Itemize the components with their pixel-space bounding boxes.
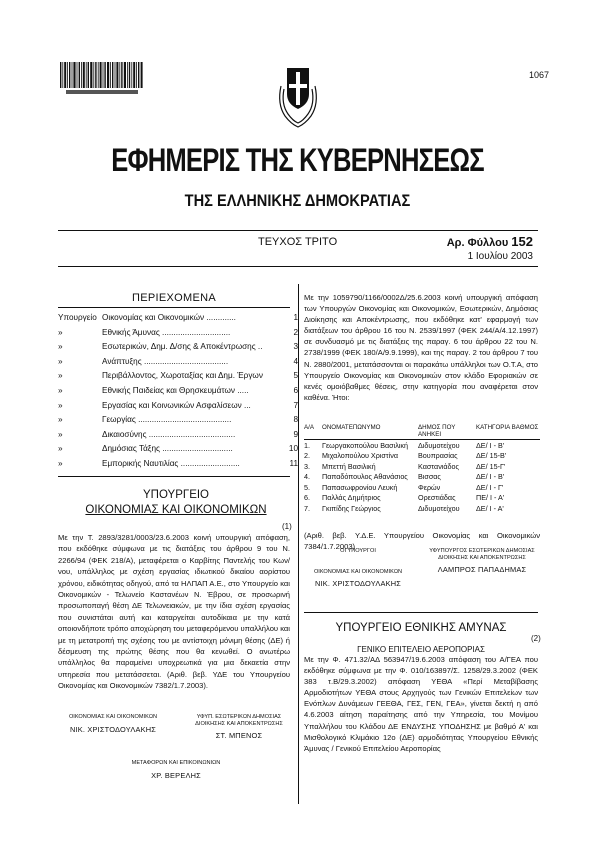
toc-entry: Περιβάλλοντος, Χωροταξίας και Δημ. Έργων: [102, 371, 263, 381]
decision-marker: (1): [282, 522, 292, 531]
table-cell: ΔΕ/ Ι - Α': [476, 503, 504, 513]
ministry-heading-defence: ΥΠΟΥΡΓΕΙΟ ΕΘΝΙΚΗΣ ΑΜΥΝΑΣ: [335, 622, 507, 634]
signature-block: [58, 714, 294, 740]
divider: [58, 476, 290, 477]
toc-label: »: [58, 342, 63, 352]
toc-row: [58, 386, 298, 401]
decision-text: Με την Φ. 471.32/ΑΔ 563947/19.6.2003 απόφαση του Α/ΓΕΑ που εκδόθηκε σύμφωνα με την Φ. 010/163897/Σ. 1258/29.3.2002 (ΦΕΚ 383 τ.Β/29.3.2002) απόφαση ΥΕΘΑ «Περί Μεταβίβασης Αρμοδιοτήτων ΥΕΘΑ στους Αρχηγούς των Γενικών Επιτελείων των Ενόπλων Δυνάμεων ΓΕΕΘΑ, ΓΕΣ, ΓΕΝ, ΓΕΑ», γίνεται δεκτή η από 4.6.2003 αίτηση παραίτησης από την Υπηρεσία, του Μονίμου Υπαλλήλου του Κλάδου ΔΕ ΕΝΔΥΣΗΣ ΥΠΟΔΗΣΗΣ με βαθμό Α' και Μισθολογικό Κλιμάκιο 12ο (ΔΕ) αρμοδιότητας Υπουργείου Εθνικής Άμυνας / Γενικού Επιτελείου Αεροπορίας: [304, 655, 538, 753]
table-row: [304, 493, 540, 504]
signature-role: ΟΙΚΟΝΟΜΙΑΣ ΚΑΙ ΟΙΚΟΝΟΜΙΚΩΝ: [313, 568, 403, 575]
table-cell: Καστανιάδος: [418, 461, 459, 471]
column-header: ΚΑΤΗΓΟΡΙΑ ΒΑΘΜΟΣ: [476, 423, 540, 440]
toc-page: 5: [293, 371, 298, 381]
toc-entry: Οικονομίας και Οικονομικών .............: [102, 313, 236, 322]
toc-label: »: [58, 458, 63, 468]
signature: [58, 760, 294, 780]
ministry-heading-line1: ΥΠΟΥΡΓΕΙΟ: [142, 489, 210, 501]
table-cell: ΔΕ/ Ι - Β': [476, 472, 505, 482]
toc-label: »: [58, 327, 63, 337]
table-row: [304, 503, 540, 514]
table-cell: Ορεστιάδας: [418, 493, 456, 503]
toc-page: 10: [288, 444, 298, 454]
issue-label: ΤΕΥΧΟΣ ΤΡΙΤΟ: [258, 236, 338, 248]
signature-role: ΜΕΤΑΦΟΡΩΝ ΚΑΙ ΕΠΙΚΟΙΝΩΝΙΩΝ: [131, 760, 221, 766]
signatures-heading: ΟΙ ΥΠΟΥΡΓΟΙ: [340, 548, 376, 554]
toc-label: »: [58, 429, 63, 439]
table-cell: Διδυμοτείχου: [418, 503, 460, 513]
table-cell: 7.: [304, 503, 310, 513]
signature-name: ΧΡ. ΒΕΡΕΛΗΣ: [151, 770, 201, 780]
table-cell: Παπαδόπουλος Αθανάσιος: [322, 472, 408, 482]
divider: [58, 307, 290, 308]
signature: [58, 714, 168, 740]
page-subtitle: ΤΗΣ ΕΛΛΗΝΙΚΗΣ ΔΗΜΟΚΡΑΤΙΑΣ: [184, 191, 411, 210]
issue-date: 1 Ιουλίου 2003: [467, 251, 533, 262]
toc-entry: Εμπορικής Ναυτιλίας ..........................: [102, 458, 240, 468]
column-header: Α/Α: [304, 423, 322, 440]
toc-page: 9: [293, 429, 298, 439]
column-header: ΔΗΜΟΣ ΠΟΥ ΑΝΗΚΕΙ: [418, 423, 476, 440]
toc-label: »: [58, 415, 63, 425]
divider: [58, 266, 538, 267]
signature-name: ΝΙΚ. ΧΡΙΣΤΟΔΟΥΛΑΚΗΣ: [314, 579, 402, 588]
signature: [184, 714, 294, 740]
sheet-number: [447, 234, 533, 249]
table-cell: 6.: [304, 493, 310, 503]
toc-entry: Εσωτερικών, Δημ. Δ/σης & Αποκέντρωσης ..: [102, 342, 263, 352]
greek-coat-of-arms-icon: [275, 64, 321, 130]
sheet-label: Αρ. Φύλλου: [446, 237, 509, 249]
sheet-number-value: 152: [511, 234, 533, 249]
decision-text: Με την 1059790/1166/0002Δ/25.6.2003 κοινή υπουργική απόφαση των Υπουργών Οικονομίας και Οικονομικών, Εσωτερικών, Δημόσιας Διοίκησης και Αποκέντρωσης, που εκδόθηκε κατ' εφαρμογή των διατάξεων του άρθρου 16 του Ν. 2539/1997 (ΦΕΚ 244/Α/4.12.1997) σε συνδυασμό με τις διατάξεις της παραγ. 6 του άρθρου 22 του Ν. 2738/1999 (ΦΕΚ 180/Α/9.9.1999), και της παραγ. 2 του άρθρου 7 του Ν. 2880/2001, μετατάσσονται οι παρακάτω υπάλληλοι των Ο.Τ.Α, στο Υπουργείο Οικονομίας και Οικονομικών στον κλάδο Εφοριακών σε κενές ομοιόβαθμες θέσεις, στην κατηγορία που αναφέρεται στον καθένα. Ήτοι:: [304, 293, 538, 402]
employee-table: [304, 423, 540, 514]
decision-marker: (2): [531, 634, 541, 643]
verification-note: (Αριθ. βεβ. Υ.Δ.Ε. Υπουργείου Οικονομίας και Οικονομικών 7384/1.7.2003): [304, 531, 540, 551]
toc-row: [58, 444, 298, 459]
table-cell: Παλλάς Δημήτριος: [322, 493, 381, 503]
signature-role: ΥΦΥΠ. ΕΣΩΤΕΡΙΚΩΝ ΔΗΜΟΣΙΑΣ ΔΙΟΙΚΗΣΗΣ ΚΑΙ ΑΠΟΚΕΝΤΡΩΣΗΣ: [195, 714, 283, 727]
toc-row: [58, 371, 298, 386]
divider: [58, 230, 538, 231]
toc-page: 1: [293, 313, 298, 322]
table-cell: 1.: [304, 440, 310, 450]
ministry-heading-finance: [58, 488, 294, 518]
table-cell: Παπασωφρονίου Λευκή: [322, 482, 398, 492]
toc-row: [58, 313, 298, 328]
column-divider: [298, 284, 299, 804]
toc-page: 2: [293, 327, 298, 337]
table-cell: Βουπρασίας: [418, 451, 458, 461]
table-cell: Βισσας: [418, 472, 441, 482]
toc-label: »: [58, 444, 63, 454]
table-cell: Γεωργακοπούλου Βασιλική: [322, 440, 408, 450]
toc-row: [58, 357, 298, 372]
toc-title: ΠΕΡΙΕΧΟΜΕΝΑ: [132, 292, 216, 304]
decision-text: Με την Τ. 2893/3281/0003/23.6.2003 κοινή υπουργική απόφαση, που εκδόθηκε σύμφωνα με τις διατάξεις του άρθρου 9 του Ν. 2266/94 (ΦΕΚ 218/Α), μεταφέρεται ο Καρβίτης Παντελής του Κων/νου, υπάλληλος με σχέση εργασίας ιδιωτικού δικαίου αορίστου χρόνου, ειδικότητας οδηγού, από τα ΗΛΠΑΠ Α.Ε., στο Υπουργείο και Οικονομικών - Τελωνείο Καστανέων Ν. Έβρου, σε προσωρινή προσωποπαγή θέση ΔΕ Τελωνειακών, με την ίδια σχέση εργασίας που συνιστάται αυτή και καταργείται αυτοδίκαια με την κατά οποιονδήποτε τρόπο αποχώρηση του μεταφερόμενου υπαλλήλου και με τη μετατροπή της σχέσης του με αντίστοιχη μόνιμη θέσης (ΔΕ) ή δέσμευση της πρώτης θέσης που θα κενωθεί. Ο ανωτέρω υπάλληλος θα παραμείνει υποχρεωτικά για μια δεκαετία στην υπηρεσία που μετατάσσεται. (Αριθ. βεβ. ΥΔΕ του Υπουργείου Οικονομίας και Οικονομικών 7382/1.7.2003).: [58, 533, 290, 691]
table-row: [304, 472, 540, 483]
table-row: [304, 482, 540, 493]
staff-heading: ΓΕΝΙΚΟ ΕΠΙΤΕΛΕΙΟ ΑΕΡΟΠΟΡΙΑΣ: [357, 645, 485, 654]
signature-name: ΛΑΜΠΡΟΣ ΠΑΠΑΔΗΜΑΣ: [437, 565, 527, 574]
table-cell: Διδυμοτείχου: [418, 440, 460, 450]
toc-label: Υπουργείο: [58, 313, 97, 322]
table-cell: 3.: [304, 461, 310, 471]
table-cell: Γκιπίδης Γεώργιος: [322, 503, 381, 513]
toc-entry: Δικαιοσύνης ......................................: [102, 429, 236, 439]
ministry-heading-line2: ΟΙΚΟΝΟΜΙΑΣ ΚΑΙ ΟΙΚΟΝΟΜΙΚΩΝ: [85, 504, 267, 516]
table-cell: ΔΕ/ 15-Γ': [476, 461, 506, 471]
signature-role: ΥΦΥΠΟΥΡΓΟΣ ΕΣΩΤΕΡΙΚΩΝ ΔΗΜΟΣΙΑΣ ΔΙΟΙΚΗΣΗΣ ΚΑΙ ΑΠΟΚΕΝΤΡΩΣΗΣ: [429, 548, 535, 561]
table-of-contents: [58, 313, 298, 474]
signature-block: [304, 548, 538, 588]
table-cell: Φερών: [418, 482, 441, 492]
toc-label: »: [58, 371, 63, 381]
page-title: ΕΦΗΜΕΡΙΣ ΤΗΣ ΚΥΒΕΡΝΗΣΕΩΣ: [111, 142, 484, 178]
toc-label: »: [58, 385, 63, 395]
toc-label: »: [58, 356, 63, 366]
page-number: 1067: [528, 70, 549, 80]
toc-row: [58, 430, 298, 445]
toc-label: »: [58, 400, 63, 410]
signature-name: ΣΤ. ΜΠΕΝΟΣ: [215, 731, 263, 740]
toc-row: [58, 401, 298, 416]
toc-entry: Εργασίας και Κοινωνικών Ασφαλίσεων ...: [102, 400, 251, 410]
toc-entry: Γεωργίας .........................................: [102, 415, 232, 425]
table-cell: Μπεττή Βασιλική: [322, 461, 376, 471]
toc-entry: Εθνικής Παιδείας και Θρησκευμάτων .....: [102, 385, 249, 395]
divider: [304, 612, 538, 613]
signature: [426, 548, 538, 588]
toc-page: 8: [293, 415, 298, 425]
toc-page: 7: [293, 400, 298, 410]
table-row: [304, 451, 540, 462]
signature-name: ΝΙΚ. ΧΡΙΣΤΟΔΟΥΛΑΚΗΣ: [69, 724, 157, 734]
table-cell: ΔΕ/ 15-Β': [476, 451, 507, 461]
table-cell: ΔΕ/ Ι - Γ': [476, 482, 504, 492]
toc-entry: Ανάπτυξης .....................................: [102, 356, 229, 366]
table-cell: ΔΕ/ Ι - Β': [476, 440, 505, 450]
toc-page: 11: [289, 458, 298, 468]
table-cell: 2.: [304, 451, 310, 461]
table-cell: 5.: [304, 482, 310, 492]
toc-entry: Εθνικής Άμυνας ..............................: [102, 327, 231, 337]
column-header: ΟΝΟΜΑΤΕΠΩΝΥΜΟ: [322, 423, 418, 440]
toc-row: [58, 342, 298, 357]
toc-entry: Δημόσιας Τάξης ...............................: [102, 444, 233, 454]
barcode: [60, 62, 144, 96]
table-cell: ΠΕ/ Ι - Α': [476, 493, 505, 503]
toc-row: [58, 459, 298, 474]
table-row: [304, 440, 540, 451]
signature: [304, 548, 412, 588]
table-cell: Μιχαλοπούλου Χριστίνα: [322, 451, 398, 461]
signature-role: ΟΙΚΟΝΟΜΙΑΣ ΚΑΙ ΟΙΚΟΝΟΜΙΚΩΝ: [68, 714, 158, 720]
toc-page: 4: [293, 356, 298, 366]
toc-page: 6: [293, 385, 298, 395]
toc-row: [58, 328, 298, 343]
table-row: [304, 461, 540, 472]
table-cell: 4.: [304, 472, 310, 482]
toc-row: [58, 415, 298, 430]
toc-page: 3: [293, 342, 298, 352]
